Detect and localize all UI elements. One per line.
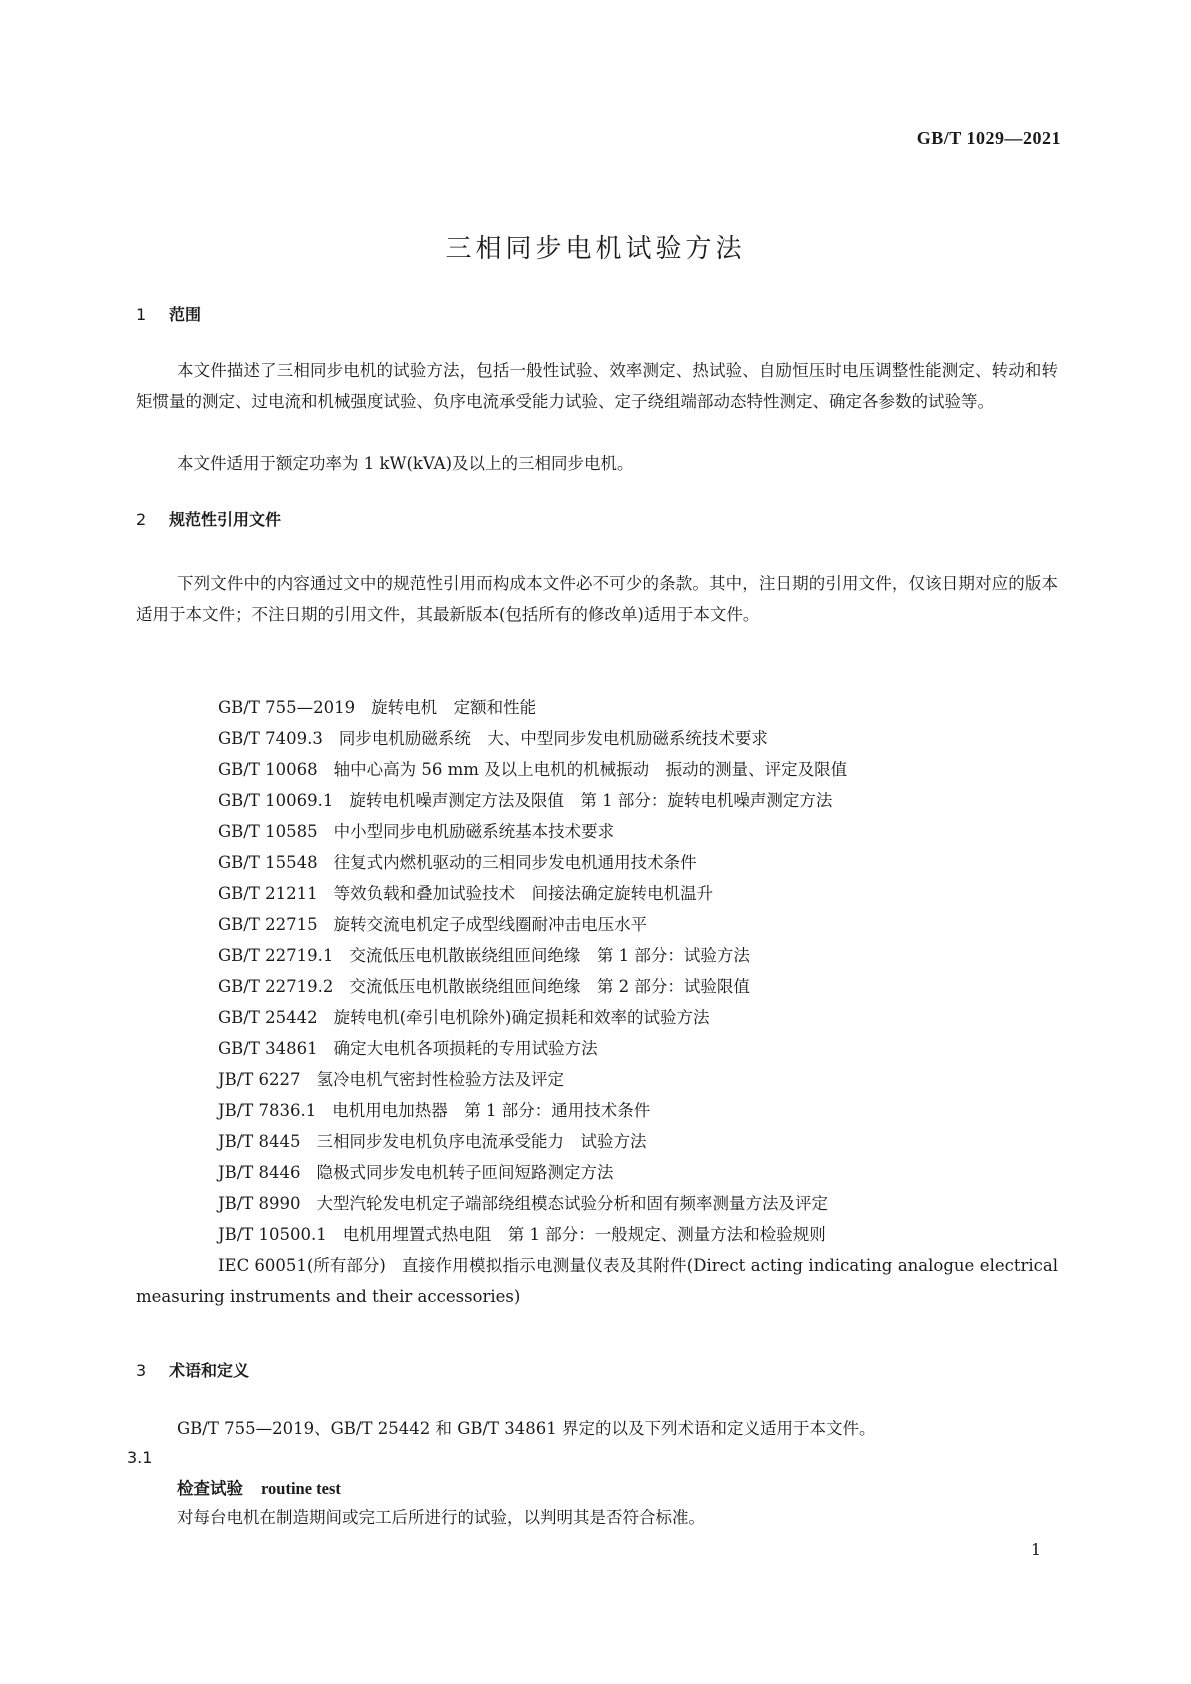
reference-code: JB/T 8446 (218, 1163, 301, 1182)
term-zh: 检查试验 (177, 1479, 243, 1498)
reference-item (136, 909, 1058, 940)
standard-code: GB/T 1029—2021 (916, 128, 1061, 148)
section-3-title: 术语和定义 (169, 1361, 250, 1380)
reference-title: 氢冷电机气密封性检验方法及评定 (316, 1070, 565, 1089)
term-entry (177, 1475, 341, 1499)
normative-references-list (136, 692, 1058, 1312)
reference-item (136, 1002, 1058, 1033)
reference-item (136, 754, 1058, 785)
section-3-intro: GB/T 755—2019、GB/T 25442 和 GB/T 34861 界定的以及下列术语和定义适用于本文件。 (177, 1419, 876, 1438)
reference-code: GB/T 22719.2 (218, 977, 334, 996)
reference-code: GB/T 15548 (218, 853, 318, 872)
reference-title: 直接作用模拟指示电测量仪表及其附件(Direct acting indicating analogue electrical measuring instruments and their accessories) (136, 1256, 1058, 1306)
section-1-paragraph-1: 本文件描述了三相同步电机的试验方法，包括一般性试验、效率测定、热试验、自励恒压时电压调整性能测定、转动和转矩惯量的测定、过电流和机械强度试验、负序电流承受能力试验、定子绕组端部动态特性测定、确定各参数的试验等。 (136, 361, 1058, 411)
section-2-heading (136, 507, 281, 530)
reference-item (136, 1095, 1058, 1126)
section-3-heading (136, 1358, 249, 1381)
reference-code: JB/T 6227 (218, 1070, 301, 1089)
section-2-title: 规范性引用文件 (169, 510, 282, 529)
reference-title: 旋转交流电机定子成型线圈耐冲击电压水平 (333, 915, 648, 934)
reference-title: 旋转电机(牵引电机除外)确定损耗和效率的试验方法 (333, 1008, 710, 1027)
reference-item (136, 878, 1058, 909)
reference-title: 电机用埋置式热电阻 第 1 部分：一般规定、测量方法和检验规则 (342, 1225, 826, 1244)
reference-code: GB/T 22715 (218, 915, 318, 934)
reference-code: GB/T 34861 (218, 1039, 318, 1058)
reference-code: JB/T 8990 (218, 1194, 301, 1213)
reference-item (136, 816, 1058, 847)
reference-item (136, 785, 1058, 816)
section-2-number: 2 (136, 510, 147, 529)
reference-code: GB/T 22719.1 (218, 946, 334, 965)
term-number: 3.1 (127, 1448, 153, 1467)
reference-code: GB/T 10068 (218, 760, 318, 779)
reference-title: 旋转电机噪声测定方法及限值 第 1 部分：旋转电机噪声测定方法 (349, 791, 833, 810)
reference-item (136, 1219, 1058, 1250)
reference-title: 中小型同步电机励磁系统基本技术要求 (333, 822, 615, 841)
section-2-intro: 下列文件中的内容通过文中的规范性引用而构成本文件必不可少的条款。其中，注日期的引用文件，仅该日期对应的版本适用于本文件；不注日期的引用文件，其最新版本(包括所有的修改单)适用于本文件。 (136, 574, 1058, 624)
reference-title: 大型汽轮发电机定子端部绕组模态试验分析和固有频率测量方法及评定 (316, 1194, 829, 1213)
section-1-title: 范围 (169, 305, 202, 324)
reference-item (136, 1188, 1058, 1219)
reference-title: 旋转电机 定额和性能 (371, 698, 537, 717)
reference-code: GB/T 10069.1 (218, 791, 334, 810)
section-1-number: 1 (136, 305, 147, 324)
reference-title: 电机用电加热器 第 1 部分：通用技术条件 (332, 1101, 651, 1120)
reference-item (136, 723, 1058, 754)
reference-title: 交流低压电机散嵌绕组匝间绝缘 第 2 部分：试验限值 (349, 977, 750, 996)
reference-item (136, 940, 1058, 971)
reference-code: IEC 60051(所有部分) (218, 1256, 386, 1275)
reference-item (136, 1064, 1058, 1095)
section-3-number: 3 (136, 1361, 147, 1380)
reference-code: GB/T 7409.3 (218, 729, 323, 748)
reference-item (136, 1126, 1058, 1157)
page-number: 1 (1030, 1540, 1041, 1559)
reference-code: JB/T 10500.1 (218, 1225, 327, 1244)
document-title: 三相同步电机试验方法 (445, 234, 746, 264)
reference-item (136, 1033, 1058, 1064)
reference-item (136, 1157, 1058, 1188)
term-definition: 对每台电机在制造期间或完工后所进行的试验，以判明其是否符合标准。 (177, 1508, 705, 1527)
reference-title: 等效负载和叠加试验技术 间接法确定旋转电机温升 (333, 884, 714, 903)
reference-title: 确定大电机各项损耗的专用试验方法 (333, 1039, 598, 1058)
reference-title: 交流低压电机散嵌绕组匝间绝缘 第 1 部分：试验方法 (349, 946, 750, 965)
reference-title: 三相同步发电机负序电流承受能力 试验方法 (316, 1132, 647, 1151)
reference-code: JB/T 7836.1 (218, 1101, 317, 1120)
reference-title: 轴中心高为 56 mm 及以上电机的机械振动 振动的测量、评定及限值 (333, 760, 848, 779)
reference-title: 隐极式同步发电机转子匝间短路测定方法 (316, 1163, 614, 1182)
reference-code: GB/T 755—2019 (218, 698, 356, 717)
reference-code: GB/T 10585 (218, 822, 318, 841)
section-1-paragraph-2: 本文件适用于额定功率为 1 kW(kVA)及以上的三相同步电机。 (177, 454, 634, 473)
reference-code: GB/T 21211 (218, 884, 318, 903)
reference-item (136, 847, 1058, 878)
reference-code: JB/T 8445 (218, 1132, 301, 1151)
reference-item (136, 971, 1058, 1002)
term-en: routine test (261, 1479, 341, 1498)
reference-item (136, 1250, 1058, 1312)
section-1-heading (136, 302, 201, 325)
reference-title: 往复式内燃机驱动的三相同步发电机通用技术条件 (333, 853, 697, 872)
reference-code: GB/T 25442 (218, 1008, 318, 1027)
reference-title: 同步电机励磁系统 大、中型同步发电机励磁系统技术要求 (338, 729, 768, 748)
reference-item (136, 692, 1058, 723)
